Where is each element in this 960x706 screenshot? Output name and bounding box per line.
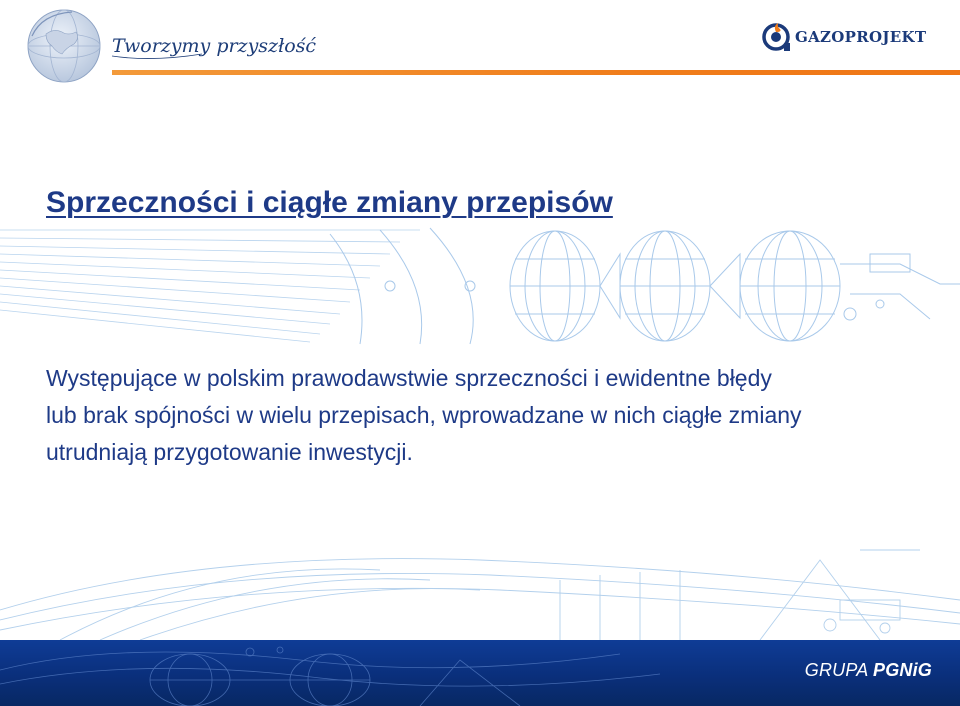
slide-body — [46, 360, 936, 471]
header-accent-bar — [112, 70, 960, 75]
body-line: utrudniają przygotowanie inwestycji. — [46, 439, 413, 465]
body-line: lub brak spójności w wielu przepisach, wprowadzane w nich ciągłe zmiany — [46, 402, 802, 428]
group-logo-prefix: GRUPA — [804, 660, 873, 680]
gazoprojekt-logo-icon — [762, 21, 792, 53]
globe-logo-icon — [24, 6, 104, 86]
gazoprojekt-logo — [762, 20, 926, 54]
pgnig-group-logo — [805, 660, 932, 681]
footer-wireframe-decoration — [0, 540, 960, 640]
brand-name: GAZOPROJEKT — [795, 28, 927, 46]
svg-text:Tworzymy przyszłość: Tworzymy przyszłość — [112, 35, 317, 57]
body-line: Występujące w polskim prawodawstwie sprzeczności i ewidentne błędy — [46, 365, 772, 391]
slide-title: Sprzeczności i ciągłe zmiany przepisów — [46, 186, 613, 219]
group-logo-name: PGNiG — [872, 660, 932, 680]
tagline-signature — [110, 22, 317, 68]
footer-bar — [0, 640, 960, 706]
wireframe-decoration — [0, 224, 960, 346]
